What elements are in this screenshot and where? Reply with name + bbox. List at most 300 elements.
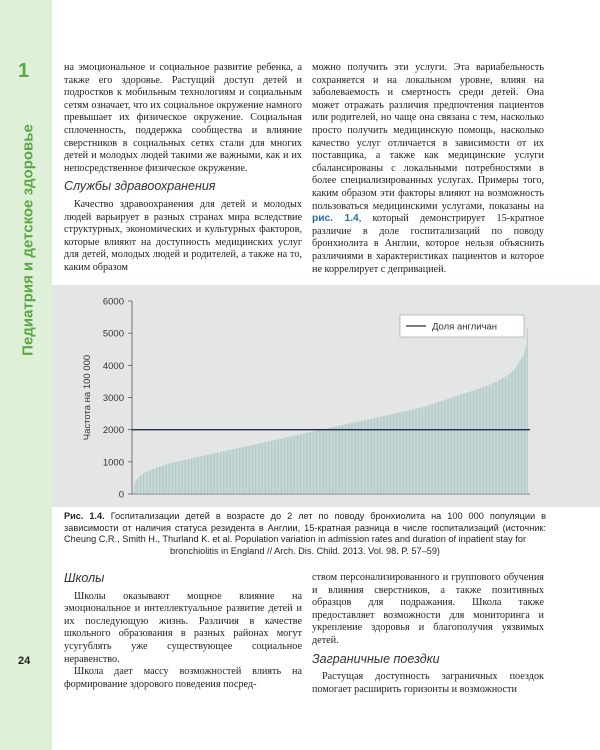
y-tick-label: 0 [118, 489, 124, 501]
bar [479, 388, 480, 494]
bar [432, 404, 433, 494]
bar [139, 477, 140, 494]
bar [396, 413, 397, 494]
bar [405, 411, 406, 494]
bar [203, 456, 204, 494]
y-tick-label: 6000 [102, 296, 124, 308]
bar [368, 419, 369, 494]
bar [197, 457, 198, 494]
bar [248, 446, 249, 494]
bar [476, 389, 477, 494]
bar [418, 408, 419, 494]
bar [379, 417, 380, 494]
paragraph: ством персонализированного и группового обучения и влияния сверстников, а также позитивных образцов для подражания. Школа также предоставляет возможности для мониторинга и укрепление здоровья и благополучия уязвимых детей. [312, 572, 544, 646]
bar [445, 400, 446, 494]
bar [272, 440, 273, 494]
bar [333, 427, 334, 494]
bar [502, 378, 503, 494]
bar [303, 434, 304, 494]
bar [206, 455, 207, 494]
bar [467, 392, 468, 494]
bar [509, 374, 510, 494]
bar [431, 404, 432, 494]
bar [258, 444, 259, 494]
bar [406, 411, 407, 494]
bar [210, 454, 211, 494]
bar [290, 437, 291, 494]
bar [229, 450, 230, 494]
bar [219, 452, 220, 494]
bar [515, 368, 516, 494]
bar [501, 379, 502, 494]
bar [365, 420, 366, 494]
bar [159, 467, 160, 494]
bar [213, 454, 214, 494]
bar [457, 396, 458, 494]
bar [358, 421, 359, 494]
bar [195, 457, 196, 494]
bar [508, 375, 509, 494]
bar [285, 438, 286, 494]
bar [315, 431, 316, 494]
bar [527, 328, 528, 494]
bar [409, 410, 410, 494]
bar [174, 462, 175, 494]
bar [284, 438, 285, 494]
bar [460, 395, 461, 494]
text-column-3 [64, 572, 302, 691]
bar [345, 424, 346, 494]
bar [253, 445, 254, 494]
caption-text: Госпитализации детей в возрасте до 2 лет по поводу бронхиолита на 100 000 популяции в зависимости от наличия статуса резидента в Англии, 15-кратная разница в числе госпитализаций (источник: Cheung C.R., Smith H., Thurland K. et al. Population variation in admission rates and duration of inpatient stay for [64, 511, 546, 545]
bar [367, 420, 368, 494]
paragraph: Школы оказывают мощное влияние на эмоциональное и интеллектуальное развитие детей и их последующую жизнь. Различия в качестве школьного образования в разных районах могут усугублять уже существующее социальное неравенство. [64, 590, 302, 665]
bar [464, 393, 465, 494]
bar [411, 410, 412, 494]
bar [490, 384, 491, 494]
bar [344, 425, 345, 494]
bar [291, 436, 292, 494]
bar [506, 376, 507, 494]
bar [246, 446, 247, 494]
bar [512, 371, 513, 494]
bar [264, 442, 265, 494]
bar [274, 440, 275, 494]
bar [386, 415, 387, 494]
figure-label: Рис. 1.4. [64, 511, 105, 521]
bar [313, 431, 314, 494]
bar [299, 435, 300, 494]
bar [466, 393, 467, 494]
bar [275, 440, 276, 494]
bar [307, 433, 308, 494]
bar [390, 414, 391, 494]
bar [214, 453, 215, 494]
bar [320, 430, 321, 494]
bar [448, 399, 449, 494]
bar [136, 480, 137, 494]
bar [265, 442, 266, 494]
bar [188, 459, 189, 494]
bar [499, 380, 500, 494]
bar [326, 429, 327, 494]
bar [296, 435, 297, 494]
bar [152, 470, 153, 494]
bar [482, 388, 483, 494]
section-heading-travel: Заграничные поездки [312, 651, 440, 666]
bar [283, 438, 284, 494]
bar [461, 394, 462, 494]
bar [150, 470, 151, 494]
bar [271, 441, 272, 494]
bar [524, 352, 525, 494]
section-heading-healthcare: Службы здравоохранения [64, 179, 216, 194]
bar [429, 405, 430, 494]
figure-caption [64, 511, 546, 557]
bar [357, 422, 358, 494]
bar [190, 459, 191, 494]
bar [441, 401, 442, 494]
bar [191, 458, 192, 494]
bar [399, 412, 400, 494]
bar [149, 471, 150, 494]
bar [238, 448, 239, 494]
bar [176, 462, 177, 494]
bar [165, 465, 166, 494]
bar [301, 434, 302, 494]
bar [153, 469, 154, 494]
bar [226, 451, 227, 494]
caption-text-end: bronchiolitis in England // Arch. Dis. Child. 2013. Vol. 98. P. 57–59) [169, 545, 440, 556]
text-column-2 [312, 62, 544, 276]
y-tick-label: 1000 [102, 457, 124, 469]
bar [269, 441, 270, 494]
bar [338, 426, 339, 494]
bar [351, 423, 352, 494]
bar [216, 453, 217, 494]
bar [249, 446, 250, 494]
paragraph: на эмоциональное и социальное развитие ребенка, а также его здоровье. Растущий доступ детей и подростков к мобильным технологиям и социальным сетям означает, что их социальное окружение намного превышает их физическое окружение. Социальная сплоченность, поддержка сообщества и влияние сверстников в социальных сетях стали для многих детей и молодых людей такими же важными, как и их непосредственное физическое окружение. [64, 62, 302, 174]
chapter-side-strip [0, 0, 52, 750]
chapter-title: Педиатрия и детское здоровье [19, 124, 37, 356]
bar [227, 450, 228, 494]
bar [194, 458, 195, 494]
bar [230, 450, 231, 494]
bar [392, 414, 393, 494]
bar [251, 445, 252, 494]
bar [261, 443, 262, 494]
bar [281, 439, 282, 494]
bar [456, 396, 457, 494]
bar [220, 452, 221, 494]
bar [489, 385, 490, 494]
y-axis-label: Частота на 100 000 [82, 354, 93, 441]
bar [380, 417, 381, 494]
bar [255, 444, 256, 494]
bar [463, 394, 464, 494]
bar [492, 383, 493, 494]
bar [185, 460, 186, 494]
bar [184, 460, 185, 494]
bar [160, 466, 161, 494]
bar [310, 432, 311, 494]
bar [377, 417, 378, 494]
bar [425, 406, 426, 494]
bar [156, 468, 157, 494]
bar [198, 457, 199, 494]
bar [438, 402, 439, 494]
bar [137, 479, 138, 494]
bar [395, 413, 396, 494]
bar [168, 464, 169, 494]
bar [256, 444, 257, 494]
bar [235, 449, 236, 494]
bar [201, 456, 202, 494]
text-column-1 [64, 62, 302, 275]
bar [435, 403, 436, 494]
paragraph: Школа дает массу возможностей влиять на формирование здорового поведения посред- [64, 666, 302, 690]
bar [415, 409, 416, 494]
bar [336, 426, 337, 494]
bar [472, 391, 473, 494]
bar [477, 389, 478, 494]
bar [342, 425, 343, 494]
bar [505, 377, 506, 494]
bar [181, 461, 182, 494]
bar [329, 428, 330, 494]
bar [252, 445, 253, 494]
bar [437, 402, 438, 494]
bar [331, 428, 332, 494]
bar [144, 473, 145, 494]
figure-reference-link[interactable]: рис. 1.4 [312, 213, 359, 225]
bar [360, 421, 361, 494]
bar [493, 383, 494, 494]
text-column-4 [312, 572, 544, 696]
bar [421, 408, 422, 494]
bar [335, 427, 336, 494]
bar [242, 447, 243, 494]
bar [280, 439, 281, 494]
bar [453, 397, 454, 494]
bar [473, 390, 474, 494]
bar [381, 416, 382, 494]
bar [187, 459, 188, 494]
bar [387, 415, 388, 494]
bar [169, 463, 170, 494]
bar [192, 458, 193, 494]
bar [514, 370, 515, 494]
bar [332, 427, 333, 494]
bar [397, 413, 398, 494]
bar [222, 452, 223, 494]
bar [208, 455, 209, 494]
bar [521, 358, 522, 494]
legend-label: Доля англичан [432, 321, 498, 333]
bar [175, 462, 176, 494]
bar [483, 387, 484, 494]
bar [312, 432, 313, 494]
bar [325, 429, 326, 494]
bar [158, 467, 159, 494]
bar [416, 409, 417, 494]
bar [451, 398, 452, 494]
bar [488, 385, 489, 494]
bar [339, 426, 340, 494]
bar [200, 457, 201, 494]
bar [470, 391, 471, 494]
y-tick-label: 4000 [102, 360, 124, 372]
bar [402, 412, 403, 494]
bar [486, 386, 487, 494]
bronchiolitis-admissions-chart [52, 285, 600, 507]
bar [166, 464, 167, 494]
bar [232, 449, 233, 494]
bar [171, 463, 172, 494]
bar [447, 399, 448, 494]
bar [422, 407, 423, 494]
bar [297, 435, 298, 494]
bar [224, 451, 225, 494]
bar [143, 473, 144, 494]
paragraph-text: можно получить эти услуги. Эта вариабельность сохраняется и на локальном уровне, влияя на заболеваемость и смертность среди детей. Она может отражать различия предпочтения пациентов или родителей, но чаще она связана с тем, насколько просто получить медицинскую помощь, насколько качество услуг отличается в зависимости от их поставщика, а также как медицинские услуги сбалансированы с локальными потребностями в более специализированных услугах. Примеры того, каким образом эти факторы влияют на возможность пользоваться медицинскими услугами, показаны на [312, 62, 544, 212]
bar [240, 448, 241, 494]
bar [355, 422, 356, 494]
bar [413, 409, 414, 494]
bar [525, 346, 526, 494]
paragraph: Качество здравоохранения для детей и молодых людей варьирует в разных странах мира вследствие структурных, экономических и культурных факторов, которые влияют на доступность медицинских услуг для детей, молодых людей и родителей, а также на то, каким образом [64, 198, 302, 273]
bar [162, 466, 163, 494]
bar [522, 356, 523, 494]
bar [259, 443, 260, 494]
bar [419, 408, 420, 494]
paragraph: Растущая доступность заграничных поездок помогает расширить горизонты и возможности [312, 671, 544, 695]
bar [450, 398, 451, 494]
bar [316, 431, 317, 494]
bar [223, 451, 224, 494]
bar [469, 392, 470, 494]
bar [389, 415, 390, 494]
bar [262, 443, 263, 494]
bar [217, 453, 218, 494]
bar [496, 381, 497, 494]
bar [495, 382, 496, 494]
bar [352, 423, 353, 494]
bar [444, 400, 445, 494]
bar [485, 387, 486, 494]
bar [347, 424, 348, 494]
bar [319, 430, 320, 494]
bar [243, 447, 244, 494]
bar [207, 455, 208, 494]
bar [294, 436, 295, 494]
y-tick-label: 5000 [102, 328, 124, 340]
y-tick-label: 2000 [102, 425, 124, 437]
bar [363, 420, 364, 494]
bar [383, 416, 384, 494]
bar [300, 434, 301, 494]
bar [504, 377, 505, 494]
bar [341, 425, 342, 494]
bar [211, 454, 212, 494]
bar [364, 420, 365, 494]
bar [179, 461, 180, 494]
bar [293, 436, 294, 494]
bar [428, 405, 429, 494]
bar [322, 430, 323, 494]
bar [354, 422, 355, 494]
bar [474, 390, 475, 494]
bar [480, 388, 481, 494]
bar [287, 437, 288, 494]
bar [349, 423, 350, 494]
bar [328, 428, 329, 494]
bar [400, 412, 401, 494]
bar [236, 448, 237, 494]
bar [233, 449, 234, 494]
bar [498, 381, 499, 494]
bar [384, 416, 385, 494]
bar [278, 439, 279, 494]
bar [277, 439, 278, 494]
bar [427, 406, 428, 494]
bar [323, 429, 324, 494]
bar [361, 421, 362, 494]
bar [393, 414, 394, 494]
bar [268, 441, 269, 494]
paragraph [312, 62, 544, 276]
bar [134, 483, 135, 494]
bar [147, 471, 148, 494]
bar [182, 460, 183, 494]
bar [518, 363, 519, 494]
bar [142, 474, 143, 494]
bar [440, 402, 441, 494]
bar [163, 465, 164, 494]
bar [309, 432, 310, 494]
chapter-number: 1 [18, 60, 30, 82]
bar [442, 401, 443, 494]
bar [403, 411, 404, 494]
bar [288, 437, 289, 494]
bar [146, 472, 147, 494]
bar [412, 410, 413, 494]
bar [408, 411, 409, 494]
bar [454, 397, 455, 494]
paragraph-text: , который демонстрирует 15-кратное различие в доле госпитализаций по поводу бронхиолита в Англии, которое нельзя объяснить различиями в характеристиках пациентов и которое не коррелирует с депривацией. [312, 213, 544, 275]
bar [317, 430, 318, 494]
bar [458, 395, 459, 494]
bar [434, 403, 435, 494]
bar [172, 463, 173, 494]
bar [304, 433, 305, 494]
bar [140, 475, 141, 494]
bar [239, 448, 240, 494]
bar [178, 461, 179, 494]
bar [520, 361, 521, 494]
bar [511, 372, 512, 494]
bar [245, 447, 246, 494]
page-number: 24 [18, 655, 31, 667]
y-tick-label: 3000 [102, 393, 124, 404]
bar [267, 442, 268, 494]
bar [155, 468, 156, 494]
bar [204, 456, 205, 494]
bar [348, 424, 349, 494]
bar [424, 407, 425, 494]
bar [306, 433, 307, 494]
section-heading-schools: Школы [64, 571, 105, 585]
